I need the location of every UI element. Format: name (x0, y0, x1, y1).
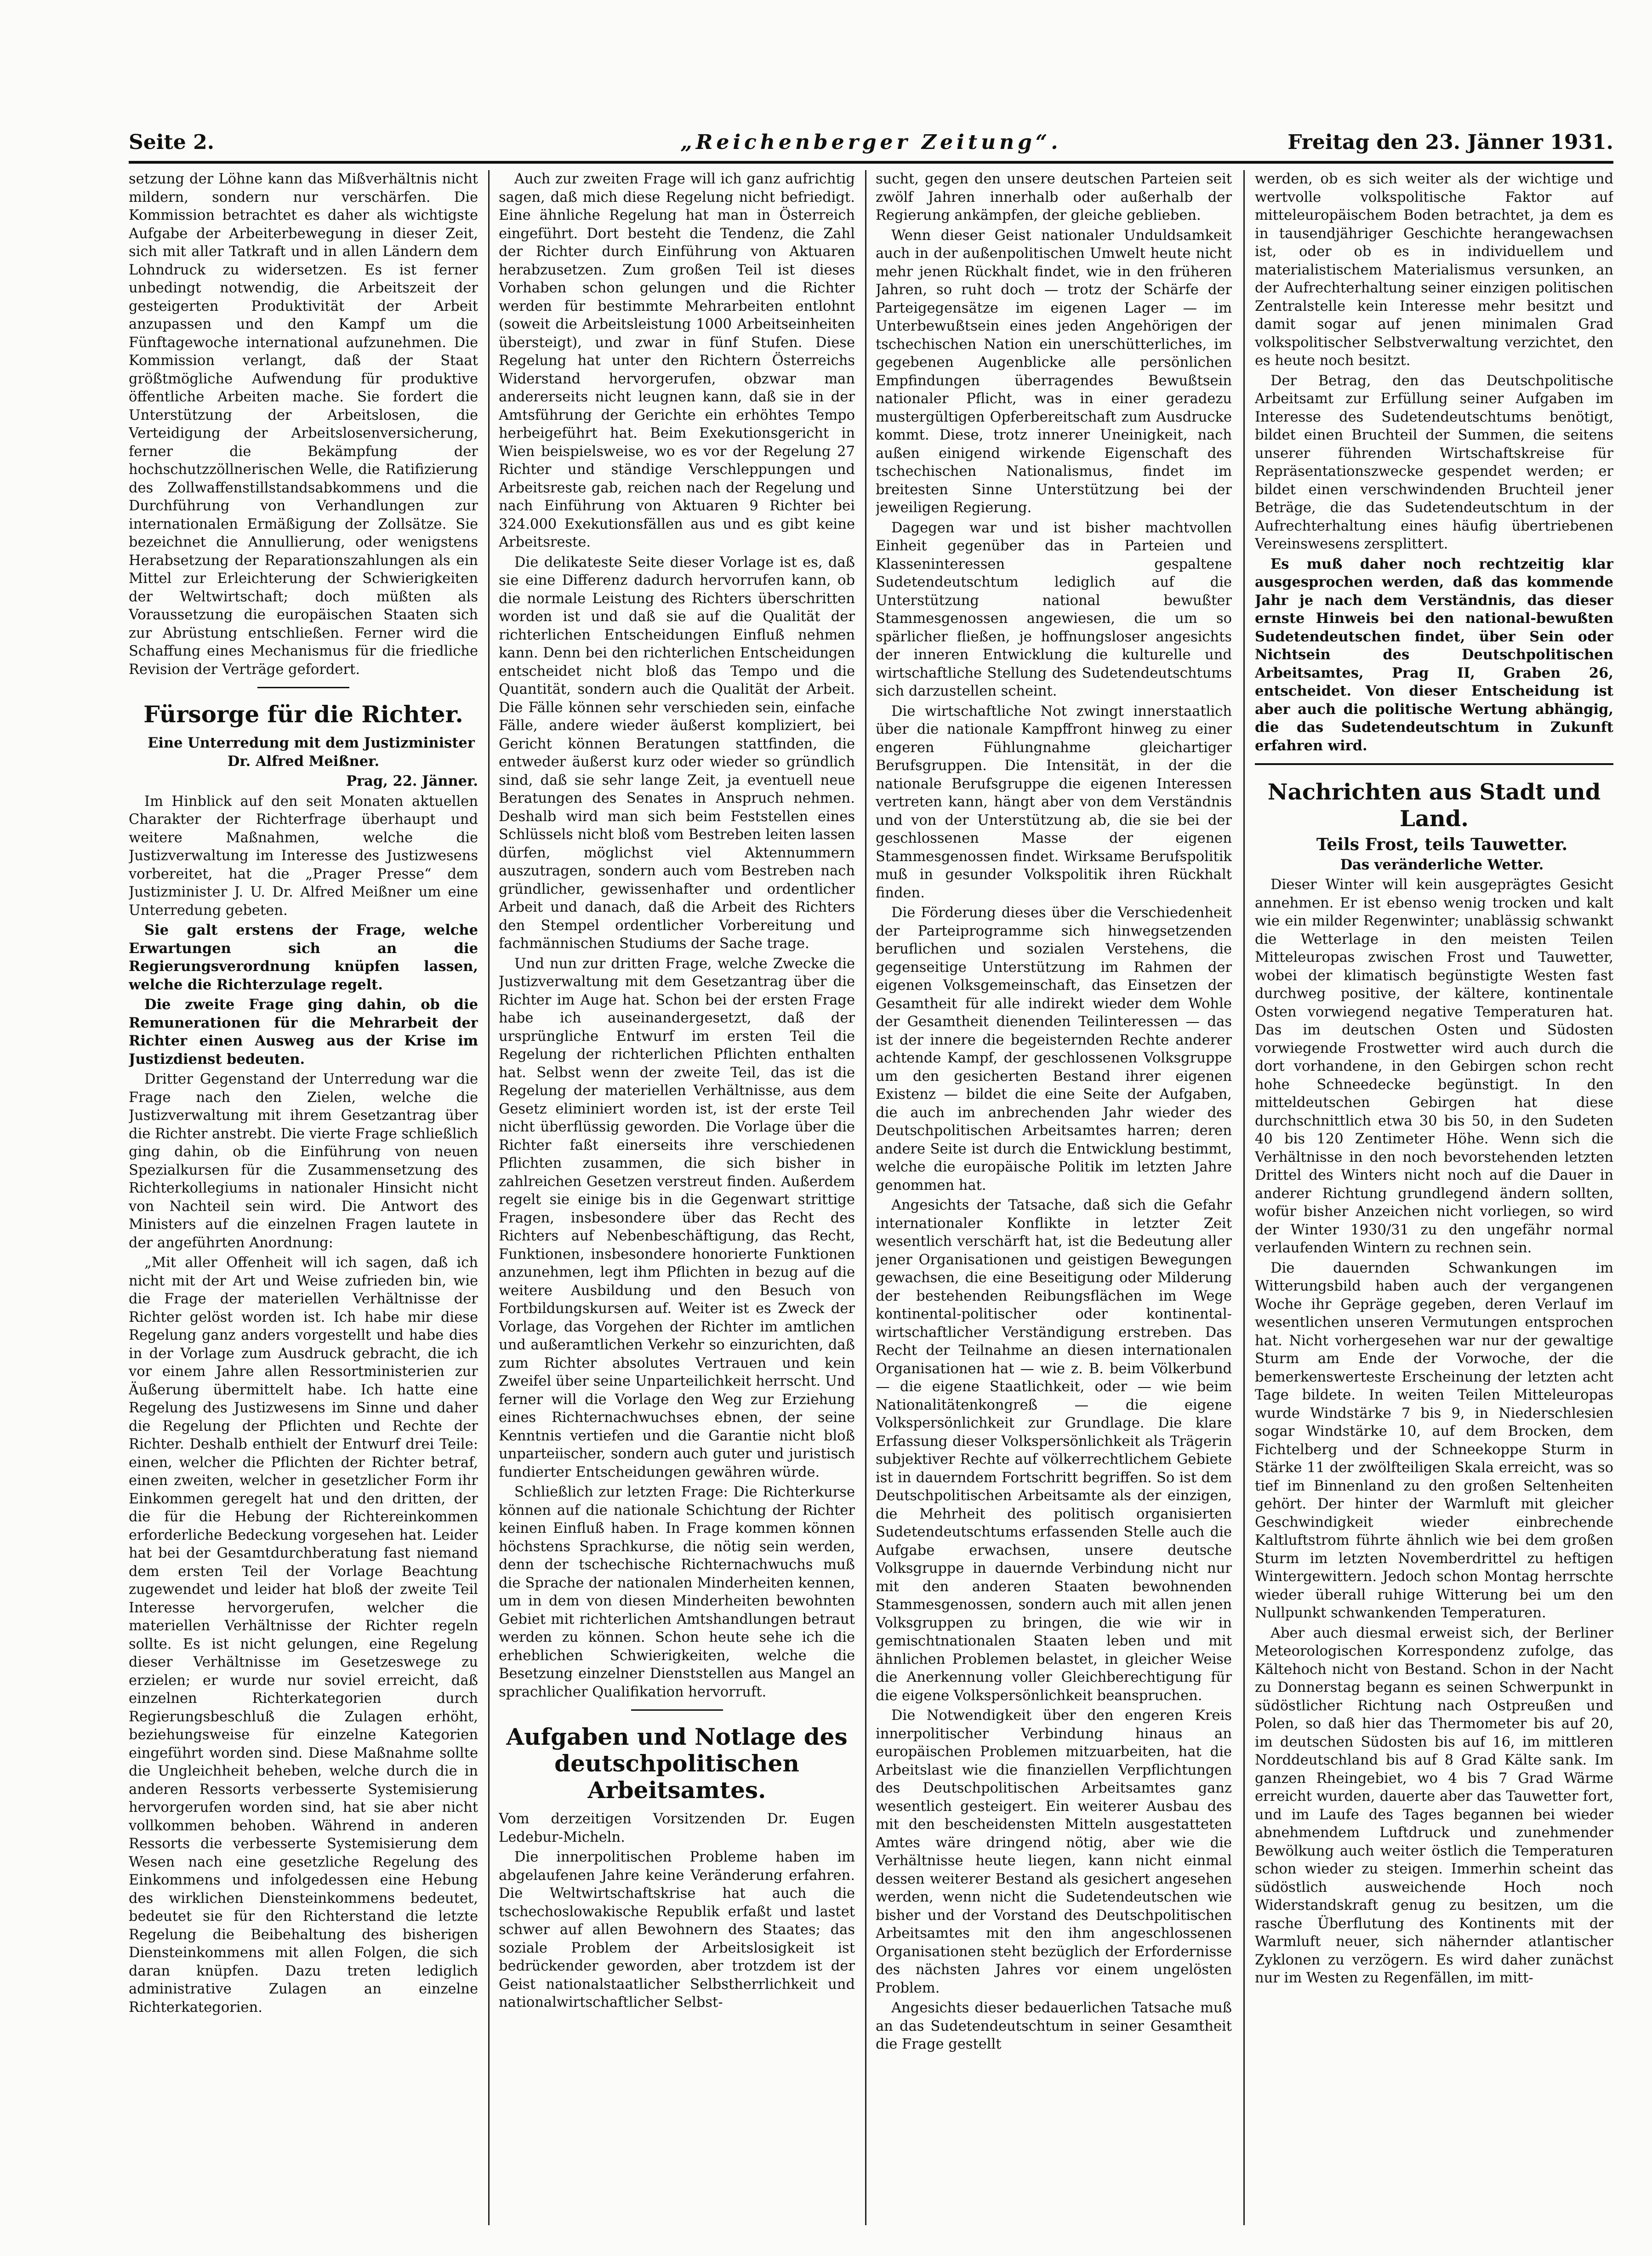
divider (257, 687, 349, 688)
divider (631, 1709, 723, 1711)
column-rule (865, 170, 866, 2225)
article-paragraph: Die dauernden Schwankungen im Witterungsbild haben auch der vergangenen Woche ihr Gepräge gegeben, deren Verlauf im wesentlichen unseren Vermutungen entsprochen hat. Nicht vorhergesehen war nur der gewaltige Sturm am Ende der Vorwoche, der die bemerkenswerteste Erscheinung der letzten acht Tage bildete. In weiten Teilen Mitteleuropas wurde Windstärke 7 bis 9, in Niederschlesien sogar Windstärke 10, auf dem Brocken, dem Fichtelberg und der Schneekoppe Sturm in Stärke 11 der zwölfteiligen Skala erreicht, was so tief im Binnenland zu den großen Seltenheiten gehört. Der hinter der Warmluft mit gleicher Geschwindigkeit wieder einbrechende Kaltluftstrom führte ähnlich wie bei dem großen Sturm im letzten Novemberdrittel zu heftigen Wintergewittern. Jedoch schon Montag herrschte wieder überall ruhige Witterung bei um den Nullpunkt schwankenden Temperaturen. (1255, 1260, 1613, 1621)
column-2 (499, 170, 855, 2225)
article-paragraph: Die zweite Frage ging dahin, ob die Remunerationen für die Mehrarbeit der Richter einen Ausweg aus der Krise im Justizdienst bedeuten. (129, 996, 478, 1068)
article-paragraph: Angesichts dieser bedauerlichen Tatsache muß an das Sudetendeutschtum in seiner Gesamtheit die Frage gestellt (876, 2000, 1232, 2052)
article-paragraph: Auch zur zweiten Frage will ich ganz aufrichtig sagen, daß mich diese Regelung nicht befriedigt. Eine ähnliche Regelung hat man in Österreich eingeführt. Dort besteht die Tendenz, die Zahl der Richter durch Einführung von Aktuaren herabzusetzen. Zum großen Teil ist dieses Vorhaben schon gelungen und die Richter werden für bestimmte Mehrarbeiten entlohnt (soweit die Arbeitsleistung 1000 Arbeitseinheiten übersteigt), und zwar in fünf Stufen. Diese Regelung hat unter den Richtern Österreichs Widerstand hervorgerufen, obzwar man andererseits nicht leugnen kann, daß sie in der Amtsführung der Gerichte ein erhöhtes Tempo herbeigeführt hat. Beim Exekutionsgericht in Wien beispielsweise, wo es vor der Regelung 27 Richter und ständige Verschleppungen und Arbeitsreste gab, reichen nach der Regelung und nach Einführung von Aktuaren 9 Richter bei 324.000 Exekutionsfällen aus und es gibt keine Arbeitsreste. (499, 171, 855, 550)
article-byline: Vom derzeitigen Vorsitzenden Dr. Eugen Ledebur-Micheln. (499, 1811, 855, 1845)
article-paragraph: Die Förderung dieses über die Verschiedenheit der Parteiprogramme sich hinwegsetzenden beruflichen und sozialen Verstehens, die gegenseitige Unterstützung im Rahmen der eigenen Volksgemeinschaft, das Einsetzen der Gesamtheit für alle indirekt wieder dem Wohle der Gesamtheit dienenden Teilinteressen — das ist der innere die begeisternden Rechte anderer achtende Kampf, der geschlossenen Volksgruppe um den gesicherten Bestand ihrer eigenen Existenz — bildet die eine Seite der Aufgaben, die auch im anbrechenden Jahr wieder des Deutschpolitischen Arbeitsamtes harren; deren andere Seite ist durch die Entwicklung bestimmt, welche die europäische Politik im letzten Jahre genommen hat. (876, 905, 1232, 1194)
article-paragraph: werden, ob es sich weiter als der wichtige und wertvolle volkspolitische Faktor auf mitteleuropäischem Boden betrachtet, ja dem es in tausendjähriger Geschichte herangewachsen ist, oder ob es in individuellem und materialistischem Materialismus versunken, an der Aufrechterhaltung seiner einzigen politischen Zentralstelle kein Interesse mehr besitzt und damit sogar auf jenen minimalen Grad volkspolitischer Selbstverwaltung verzichtet, den es heute noch besitzt. (1255, 171, 1613, 369)
issue-date: Freitag den 23. Jänner 1931. (1287, 131, 1613, 154)
article-paragraph: Die wirtschaftliche Not zwingt innerstaatlich über die nationale Kampffront hinweg zu einer engeren Fühlungnahme gleichartiger Berufsgruppen. Die Intensität, in der die nationale Berufsgruppe die eigenen Interessen vertreten kann, hängt aber von dem Verständnis und von der Unterstützung ab, die sie bei der geschlossenen Masse der eigenen Stammesgenossen findet. Wirksame Berufspolitik muß in gesunder Volkspolitik ihren Rückhalt finden. (876, 703, 1232, 901)
article-paragraph: setzung der Löhne kann das Mißverhältnis nicht mildern, sondern nur verschärfen. Die Kommission betrachtet es daher als wichtigste Aufgabe der Arbeiterbewegung in dieser Zeit, sich mit aller Tatkraft und in allen Ländern dem Lohndruck zu widersetzen. Es ist ferner unbedingt notwendig, die Arbeitszeit der gesteigerten Produktivität der Arbeit anzupassen und den Kampf um die Fünftagewoche international aufzunehmen. Die Kommission verlangt, daß der Staat größtmögliche Aufwendung für produktive öffentliche Arbeiten mache. Sie fordert die Unterstützung der Arbeitslosen, die Verteidigung der Arbeitslosenversicherung, ferner die Bekämpfung der hochschutzzöllnerischen Welle, die Ratifizierung des Zollwaffenstillstandsabkommens und die Durchführung von Verhandlungen zur internationalen Ermäßigung der Zollsätze. Sie bezeichnet die Annullierung, oder wenigstens Herabsetzung der Reparationszahlungen als ein Mittel zur Erleichterung der Schwierigkeiten der Weltwirtschaft; doch müßten als Voraussetzung die europäischen Staaten sich zur Abrüstung entschließen. Ferner wird die Schaffung eines Mechanismus für die friedliche Revision der Verträge gefordert. (129, 171, 478, 678)
column-1 (129, 170, 478, 2225)
article-title-richter: Fürsorge für die Richter. (143, 701, 463, 728)
column-rule (488, 170, 490, 2225)
page-header (129, 124, 1613, 164)
article-title-wetter: Teils Frost, teils Tauwetter. (1316, 835, 1568, 854)
article-paragraph: Die Notwendigkeit über den engeren Kreis innerpolitischer Verbindung hinaus an europäischen Problemen mitzuarbeiten, hat die Arbeitslast wie die finanziellen Verpflichtungen des Deutschpolitischen Arbeitsamtes ganz wesentlich gesteigert. Ein weiterer Ausbau des mit den bescheidensten Mitteln ausgestatteten Amtes wäre dringend nötig, aber wie die Verhältnisse heute liegen, kann nicht einmal dessen weiterer Bestand als gesichert angesehen werden, wenn nicht die Sudetendeutschen wie bisher und der Vorstand des Deutschpolitischen Arbeitsamtes mit den ihm angeschlossenen Organisationen steht bezüglich der Erfordernisse des nächsten Jahres vor einem ungelösten Problem. (876, 1708, 1232, 1996)
newspaper-page (129, 124, 1613, 2234)
section-title: Nachrichten aus Stadt und Land. (1267, 779, 1601, 832)
article-title-arbeitsamt: Aufgaben und Notlage des deutschpolitischen Arbeitsamtes. (506, 1723, 848, 1804)
article-paragraph: Schließlich zur letzten Frage: Die Richterkurse können auf die nationale Schichtung der Richter keinen Einfluß haben. In Frage kommen können höchstens Sprachkurse, die nötig sein werden, denn der tschechische Richternachwuchs muß die Sprache der nationalen Minderheiten kennen, um in dem von diesen Minderheiten bewohnten Gebiet mit richterlichen Amtshandlungen betraut werden zu können. Schon heute sehe ich die erheblichen Schwierigkeiten, welche die Besetzung einzelner Dienststellen aus Mangel an sprachlicher Qualifikation hervorruft. (499, 1484, 855, 1700)
column-4 (1255, 170, 1613, 2225)
article-paragraph: Wenn dieser Geist nationaler Unduldsamkeit auch in der außenpolitischen Umwelt heute nicht mehr jenen Rückhalt findet, wie in den früheren Jahren, so ruht doch — trotz der Schärfe der Parteigegensätze im eigenen Lager — im Unterbewußtsein eines jeden Angehörigen der tschechischen Nation ein unerschütterliches, im gegebenen Augenblicke alle persönlichen Empfindungen überragendes Bewußtsein nationaler Pflicht, was in einer geradezu mustergültigen Opferbereitschaft zum Ausdrucke kommt. Diese, trotz innerer Uneinigkeit, nach außen einigend wirkende Eigenschaft des tschechischen Nationalismus, findet im breitesten Sinne Unterstützung bei der jeweiligen Regierung. (876, 227, 1232, 516)
article-paragraph: Es muß daher noch rechtzeitig klar ausgesprochen werden, daß das kommende Jahr je nach dem Verständnis, das dieser ernste Hinweis bei den national-bewußten Sudetendeutschen findet, über Sein oder Nichtsein des Deutschpolitischen Arbeitsamtes, Prag II, Graben 26, entscheidet. Von dieser Entscheidung ist aber auch die politische Wertung abhängig, die das Sudetendeutschtum in Zukunft erfahren wird. (1255, 555, 1613, 754)
page-number: Seite 2. (129, 131, 215, 154)
article-subtitle: Das veränderliche Wetter. (1340, 856, 1544, 873)
article-paragraph: Der Betrag, den das Deutschpolitische Arbeitsamt zur Erfüllung seiner Aufgaben im Interesse des Sudetendeutschtums benötigt, bildet einen Bruchteil der Summen, die seitens unserer führenden Wirtschaftskreise für Repräsentationszwecke gespendet werden; er bildet einen verschwindenden Bruchteil jener Beträge, die das Sudetendeutschtum in der Aufrechterhaltung eines häufig übertriebenen Vereinswesens zersplittert. (1255, 372, 1613, 552)
article-paragraph: Dritter Gegenstand der Unterredung war die Frage nach den Zielen, welche die Justizverwaltung mit ihrem Gesetzantrag über die Richter anstrebt. Die vierte Frage schließlich ging dahin, ob die Einführung von neuen Spezialkursen für die Zusammensetzung des Richterkollegiums in nationaler Hinsicht nicht von Nachteil sein wird. Die Antwort des Ministers auf die einzelnen Fragen lautete in der angeführten Anordnung: (129, 1071, 478, 1251)
article-paragraph: sucht, gegen den unsere deutschen Parteien seit zwölf Jahren innerhalb oder außerhalb der Regierung ankämpfen, der gleiche geblieben. (876, 171, 1232, 223)
article-paragraph: Sie galt erstens der Frage, welche Erwartungen sich an die Regierungsverordnung knüpfen lassen, welche die Richterzulage regelt. (129, 922, 478, 993)
article-paragraph: Angesichts der Tatsache, daß sich die Gefahr internationaler Konflikte in letzter Zeit wesentlich verschärft hat, ist die Bedeutung aller jener Organisationen und geistigen Bewegungen gewachsen, die eine Beseitigung oder Milderung der bestehenden Reibungsflächen im Wege kontinental-politischer oder kontinental-wirtschaftlicher Verständigung erstreben. Das Recht der Teilnahme an diesen internationalen Organisationen hat — wie z. B. beim Völkerbund — die eigene Staatlichkeit, oder — wie beim Nationalitätenkongreß — die eigene Volkspersönlichkeit zur Grundlage. Die klare Erfassung dieser Volkspersönlichkeit als Trägerin subjektiver Rechte auf völkerrechtlichem Gebiete ist in dauerndem Fortschritt begriffen. So ist dem Deutschpolitischen Arbeitsamte als der einzigen, die Mehrheit des politisch organisierten Sudetendeutschtums erfassenden Stelle auch die Aufgabe erwachsen, unsere deutsche Volksgruppe in dauernde Verbindung nicht nur mit den anderen Staaten bewohnenden Stammesgenossen, sondern auch mit allen jenen Volksgruppen zu bringen, die wie wir in gemischtnationalen Staaten leben und mit ähnlichen Problemen belastet, in gleicher Weise die Anerkennung voller Gleichberechtigung für die eigene Volkspersönlichkeit beanspruchen. (876, 1197, 1232, 1704)
article-paragraph: Die innerpolitischen Probleme haben im abgelaufenen Jahre keine Veränderung erfahren. Die Weltwirtschaftskrise hat auch die tschechoslowakische Republik erfaßt und lastet schwer auf allen Bewohnern des Staates; das soziale Problem der Arbeitslosigkeit ist bedrückender geworden, aber trotzdem ist der Geist nationalstaatlicher Selbstherrlichkeit und nationalwirtschaftlicher Selbst- (499, 1849, 855, 2010)
article-subtitle: Eine Unterredung mit dem Justizminister Dr. Alfred Meißner. (148, 735, 475, 770)
article-paragraph: Und nun zur dritten Frage, welche Zwecke die Justizverwaltung mit dem Gesetzantrag über die Richter im Auge hat. Schon bei der ersten Frage habe ich auseinandergesetzt, daß der ursprüngliche Entwurf im ersten Teil die Regelung der richterlichen Pflichten enthalten hat. Selbst wenn der zweite Teil, das ist die Regelung der materiellen Verhältnisse, aus dem Gesetz eliminiert worden ist, ist der erste Teil nicht überflüssig geworden. Die Vorlage über die Richter faßt einerseits ihre verschiedenen Pflichten zusammen, die sich bisher in zahlreichen Gesetzen verstreut finden. Außerdem regelt sie einige bis in die Gegenwart strittige Fragen, insbesondere über das Recht des Richters auf Nebenbeschäftigung, das Recht, Funktionen, insbesondere honorierte Funktionen anzunehmen, legt ihm Pflichten in bezug auf die weitere Ausbildung und den Besuch von Fortbildungskursen auf. Weiter ist es Zweck der Vorlage, das Vorgehen der Richter im amtlichen und außeramtlichen Verkehr so einzurichten, daß zum Richter absolutes Vertrauen und kein Zweifel über seine Unparteilichkeit herrscht. Und ferner will die Vorlage den Weg zur Erziehung eines Richternachwuchses ebnen, der seine Kenntnis vertiefen und die Garantie nicht bloß unparteiischer, sondern auch guter und juristisch fundierter Entscheidungen gewähren würde. (499, 955, 855, 1480)
article-paragraph: Im Hinblick auf den seit Monaten aktuellen Charakter der Richterfrage überhaupt und weitere Maßnahmen, welche die Justizverwaltung im Interesse des Justizwesens vorbereitet, hat die „Prager Presse“ dem Justizminister J. U. Dr. Alfred Meißner um eine Unterredung gebeten. (129, 793, 478, 919)
article-paragraph: Dagegen war und ist bisher machtvollen Einheit gegenüber das in Parteien und Klasseninteressen gespaltene Sudetendeutschtum lediglich auf die Unterstützung national bewußter Stammesgenossen angewiesen, die um so spärlicher fließen, je hoffnungsloser angesichts der inneren Entwicklung die kulturelle und wirtschaftliche Stellung des Sudetendeutschtums sich darzustellen scheint. (876, 520, 1232, 699)
article-paragraph: Aber auch diesmal erweist sich, der Berliner Meteorologischen Korrespondenz zufolge, das Kältehoch nicht von Bestand. Schon in der Nacht zu Donnerstag begann es seinen Schwerpunkt in südöstlicher Richtung nach Ostpreußen und Polen, so daß hier das Thermometer bis auf 20, im deutschen Südosten bis auf 16, im mittleren Norddeutschland bis auf 8 Grad Kälte sank. Im ganzen Rheingebiet, wo 4 bis 7 Grad Wärme erreicht wurden, dauerte aber das Tauwetter fort, und im Laufe des Tages begannen bei wieder abnehmendem Luftdruck und zunehmender Bewölkung auch weiter östlich die Temperaturen schon wieder zu steigen. Immerhin scheint das südöstlich ausweichende Hoch noch Widerstandskraft genug zu besitzen, um die rasche Überflutung des Kontinents mit der Warmluft neuer, sich nähernder atlantischer Zyklonen zu verzögern. Es wird daher zunächst nur im Westen zu Regenfällen, im mitt- (1255, 1625, 1613, 1986)
article-paragraph: Dieser Winter will kein ausgeprägtes Gesicht annehmen. Er ist ebenso wenig trocken und kalt wie ein milder Regenwinter; unablässig schwankt die Wetterlage in den meisten Teilen Mitteleuropas zwischen Frost und Tauwetter, wobei der klimatisch begünstigte Westen fast durchweg positive, der kältere, kontinentale Osten vorwiegend negative Temperaturen hat. Das im deutschen Osten und Südosten vorwiegende Frostwetter wird auch durch die dort vorhandene, in den Gebirgen schon recht hohe Schneedecke begünstigt. In den mitteldeutschen Gebirgen hat diese durchschnittlich etwa 30 bis 50, in den Sudeten 40 bis 120 Zentimeter Höhe. Wenn sich die Verhältnisse in den noch bevorstehenden letzten Drittel des Winters nicht noch auf die Dauer in anderer Richtung grundlegend ändern sollten, wofür bisher Anzeichen nicht vorliegen, so wird der Winter 1930/31 zu den ungefähr normal verlaufenden Wintern zu rechnen sein. (1255, 877, 1613, 1256)
article-paragraph: Die delikateste Seite dieser Vorlage ist es, daß sie eine Differenz dadurch hervorrufen kann, ob die normale Leistung des Richters überschritten worden ist und daß sie auf die Qualität der richterlichen Entscheidungen Einfluß nehmen kann. Denn bei den richterlichen Entscheidungen entscheidet nicht bloß das Tempo und die Quantität, sondern auch die Qualität der Arbeit. Die Fälle können sehr verschieden sein, einfache Fälle, andere wieder äußerst kompliziert, bei Gericht können Beratungen stattfinden, die entweder äußerst kurz oder wieder so gründlich sind, daß sie sehr lange Zeit, ja eventuell neue Beratungen des Senates in Anspruch nehmen. Deshalb wird man sich beim Feststellen eines Schlüssels nicht bloß vom Bestreben leiten lassen dürfen, möglichst viel Aktennummern auszutragen, sondern auch vom Bestreben nach gründlicher, gewissenhafter und ordentlicher Arbeit und danach, daß die Arbeit des Richters den Stempel ordentlicher Vorbereitung und fachmännischen Studiums der Sache trage. (499, 554, 855, 952)
column-3 (876, 170, 1232, 2225)
column-rule (1243, 170, 1245, 2225)
article-paragraph: „Mit aller Offenheit will ich sagen, daß ich nicht mit der Art und Weise zufrieden bin, wie die Frage der materiellen Verhältnisse der Richter gelöst worden ist. Ich habe mir diese Regelung ganz anders vorgestellt und habe dies in der Vorlage zum Ausdruck gebracht, die ich vor einem Jahre allen Ressortministerien zur Äußerung übermittelt habe. Ich hatte eine Regelung des Justizwesens im Sinne und daher die Regelung der Pflichten und Rechte der Richter. Deshalb enthielt der Entwurf drei Teile: einen, welcher die Pflichten der Richter betraf, einen zweiten, welcher in gesetzlicher Form ihr Einkommen geregelt hat und den dritten, der die für die Hebung der Richtereinkommen erforderliche Bedeckung vorgesehen hat. Leider hat bei der Gesamtdurchberatung fast niemand dem ersten Teil der Vorlage Beachtung zugewendet und leider hat bloß der zweite Teil Interesse hervorgerufen, welcher die materiellen Verhältnisse der Richter regeln sollte. Es ist nicht gelungen, eine Regelung dieser Verhältnisse im Gesetzeswege zu erzielen; er wurde nur soviel erreicht, daß einzelnen Richterkategorien durch Regierungsbeschluß die Zulagen erhöht, beziehungsweise für einzelne Kategorien eingeführt worden sind. Diese Maßnahme sollte die Ungleichheit beheben, welche durch die in anderen Ressorts verbesserte Systemisierung hervorgerufen worden sind, hat sie aber nicht vollkommen behoben. Während in anderen Ressorts die verbesserte Systemisierung dem Wesen nach eine gesetzliche Regelung des Einkommens und infolgedessen eine Hebung des wirklichen Diensteinkommens bedeutet, bedeutet sie für den Richterstand die letzte Regelung die Beibehaltung des bisherigen Diensteinkommens mit allen Folgen, die sich daran knüpfen. Dazu treten lediglich administrative Zulagen an einzelne Richterkategorien. (129, 1255, 478, 2016)
dateline: Prag, 22. Jänner. (346, 773, 478, 789)
newspaper-title: „Reichenberger Zeitung“. (680, 131, 1062, 154)
section-box (1255, 763, 1613, 832)
